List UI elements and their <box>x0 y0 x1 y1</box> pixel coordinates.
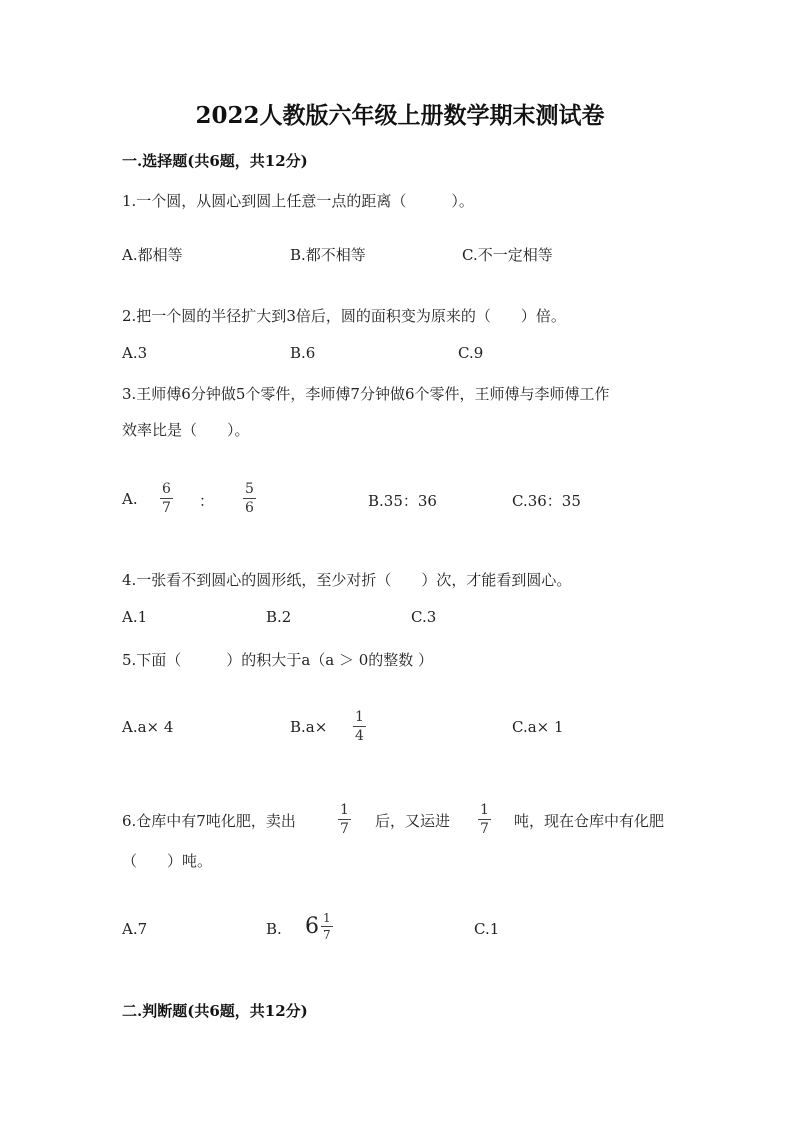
question-6-text-part-2: 后，又运进 <box>375 812 451 830</box>
numerator: 1 <box>323 911 331 925</box>
question-6-text-part-3: 吨，现在仓库中有化肥 <box>514 812 665 830</box>
question-3-option-b: B.35：36 <box>368 492 437 510</box>
question-4-option-a: A.1 <box>122 608 148 626</box>
denominator: 7 <box>340 821 349 837</box>
numerator: 5 <box>245 481 254 497</box>
question-1-option-c: C.不一定相等 <box>462 246 553 264</box>
denominator: 7 <box>323 928 331 942</box>
question-6-option-b-mixed-number <box>305 912 333 941</box>
question-2-option-c: C.9 <box>458 344 484 362</box>
question-4-option-b: B.2 <box>266 608 292 626</box>
question-6-option-b-label: B. <box>266 920 282 938</box>
denominator: 7 <box>480 821 489 837</box>
question-6-option-a: A.7 <box>122 920 148 938</box>
numerator: 1 <box>355 709 364 725</box>
question-3-option-c: C.36：35 <box>512 492 581 510</box>
numerator: 1 <box>340 802 349 818</box>
section-2-heading: 二.判断题(共6题，共12分) <box>122 1002 308 1020</box>
question-3-option-a-label: A. <box>122 490 138 508</box>
question-2-option-b: B.6 <box>290 344 316 362</box>
numerator: 1 <box>480 802 489 818</box>
denominator: 4 <box>355 728 364 744</box>
denominator: 7 <box>162 500 171 516</box>
question-3-option-a-fraction-1 <box>160 482 173 515</box>
question-1-option-b: B.都不相等 <box>290 246 366 264</box>
numerator: 6 <box>162 481 171 497</box>
question-6-text-line-2: （ ）吨。 <box>122 852 213 870</box>
section-1-heading: 一.选择题(共6题，共12分) <box>122 152 308 170</box>
question-3-option-a-fraction-2 <box>243 482 256 515</box>
question-3-option-a-separator: ： <box>199 492 215 510</box>
question-6-fraction-1 <box>338 803 351 836</box>
question-3-text-line-1: 3.王师傅6分钟做5个零件，李师傅7分钟做6个零件，王师傅与李师傅工作 <box>122 385 610 403</box>
question-5-option-b-label: B.a× <box>290 718 328 736</box>
question-4-text: 4.一张看不到圆心的圆形纸，至少对折（ ）次，才能看到圆心。 <box>122 571 572 589</box>
question-5-text: 5.下面（ ）的积大于a（a ＞ 0的整数 ） <box>122 651 434 669</box>
whole-part: 6 <box>305 914 319 939</box>
question-2-option-a: A.3 <box>122 344 148 362</box>
question-5-option-c: C.a× 1 <box>512 718 564 736</box>
question-2-text: 2.把一个圆的半径扩大到3倍后，圆的面积变为原来的（ ）倍。 <box>122 307 566 325</box>
page-title: 2022人教版六年级上册数学期末测试卷 <box>195 102 605 129</box>
question-1-text: 1.一个圆，从圆心到圆上任意一点的距离（ ）。 <box>122 192 474 210</box>
question-5-option-a: A.a× 4 <box>122 718 174 736</box>
question-1-option-a: A.都相等 <box>122 246 183 264</box>
denominator: 6 <box>245 500 254 516</box>
question-6-option-c: C.1 <box>474 920 500 938</box>
question-4-option-c: C.3 <box>411 608 437 626</box>
question-6-fraction-2 <box>478 803 491 836</box>
question-6-text-part-1: 6.仓库中有7吨化肥，卖出 <box>122 812 296 830</box>
question-5-option-b-fraction <box>353 710 366 743</box>
question-3-text-line-2: 效率比是（ ）。 <box>122 421 250 439</box>
